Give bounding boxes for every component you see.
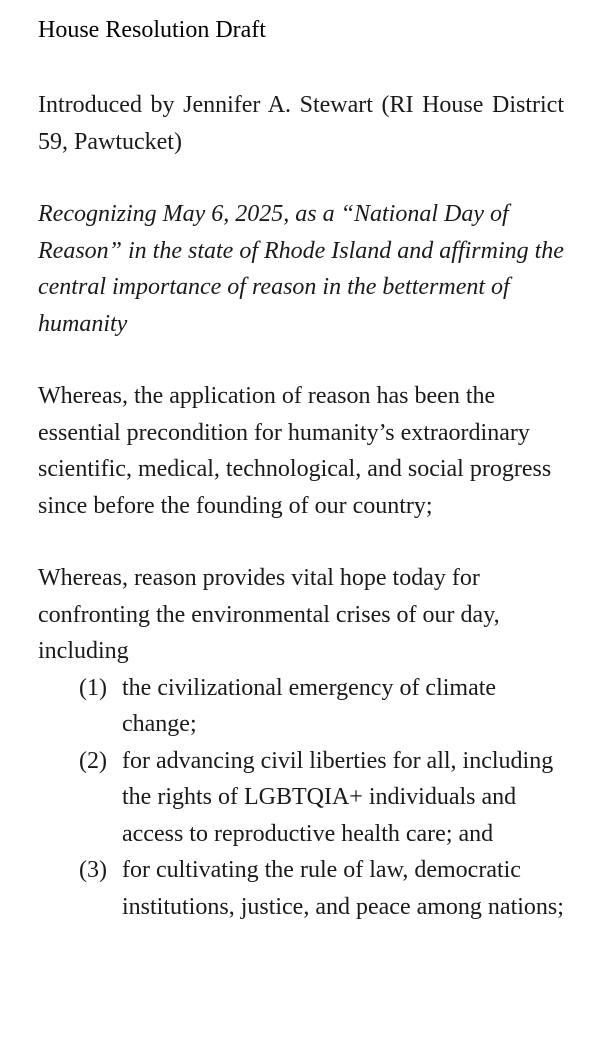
list-item bbox=[38, 852, 564, 925]
whereas-clause-1: Whereas, the application of reason has been the essential precondition for humanity’s extraordinary scientific, medical, technological, and social progress since before the founding of our country; bbox=[38, 383, 552, 519]
list-item-text: for advancing civil liberties for all, including the rights of LGBTQIA+ individuals and access to reproductive health care; and bbox=[122, 747, 554, 847]
document-title: House Resolution Draft bbox=[38, 17, 266, 43]
list-item-number: (1) bbox=[79, 674, 107, 701]
list-item bbox=[38, 743, 564, 853]
whereas-clause-2: Whereas, reason provides vital hope today for confronting the environmental crises of our day, including bbox=[38, 565, 500, 664]
list-item-text: the civilizational emergency of climate change; bbox=[122, 674, 497, 737]
list-item-number: (2) bbox=[79, 747, 107, 774]
document-page bbox=[38, 14, 564, 925]
list-item-number: (3) bbox=[79, 857, 107, 883]
resolution-subtitle: Recognizing May 6, 2025, as a “National Day of Reason” in the state of Rhode Island and affirming the central importance of reason in the betterment of humanity bbox=[38, 201, 564, 337]
numbered-clause-list bbox=[38, 670, 564, 926]
list-item-text: for cultivating the rule of law, democratic institutions, justice, and peace among nations; bbox=[122, 857, 564, 920]
list-item bbox=[38, 670, 564, 743]
introduced-by-line: Introduced by Jennifer A. Stewart (RI House District 59, Pawtucket) bbox=[38, 92, 564, 155]
